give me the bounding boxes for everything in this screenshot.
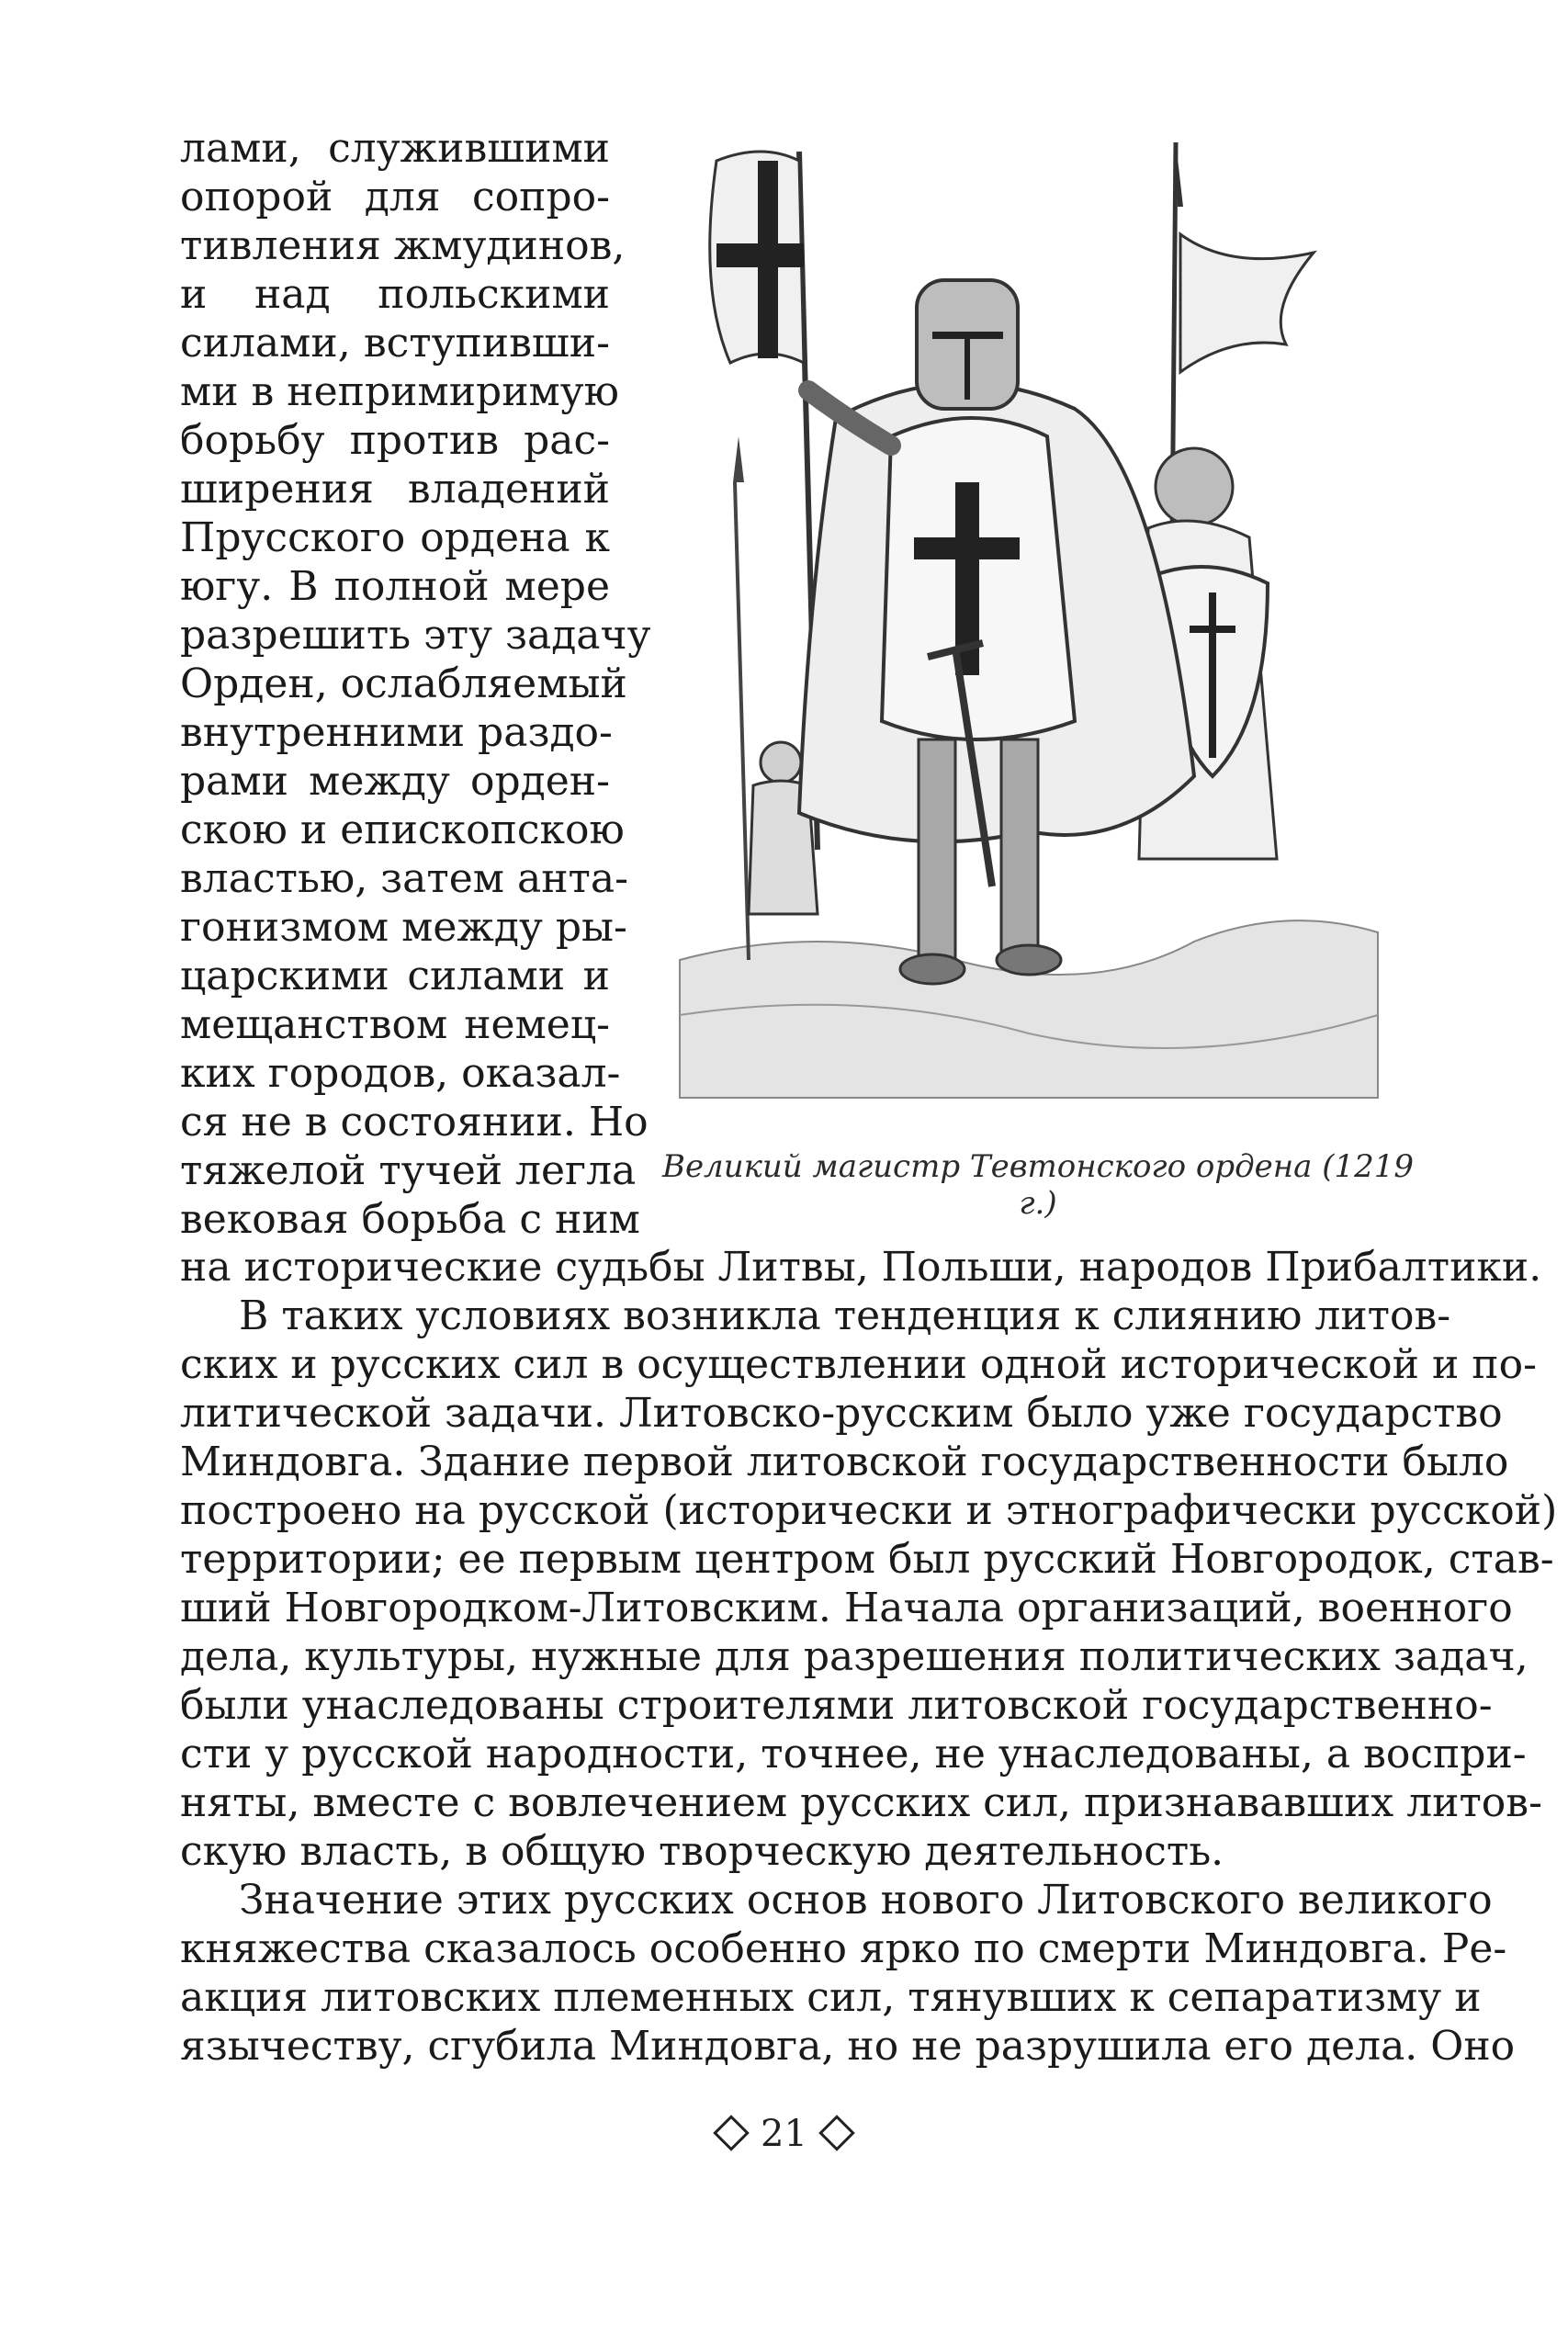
text-line: литической задачи. Литовско-русским было уже государство bbox=[180, 1390, 1503, 1437]
text-line: гонизмом между ры- bbox=[180, 904, 627, 951]
page-number-footer bbox=[0, 2113, 1568, 2155]
text-line: лами, служившими bbox=[180, 125, 610, 172]
text-line: няты, вместе с вовлечением русских сил, признававших литов- bbox=[180, 1779, 1542, 1826]
text-line: разрешить эту задачу bbox=[180, 612, 651, 659]
text-line: и над польскими bbox=[180, 271, 610, 318]
text-line: тяжелой тучей легла bbox=[180, 1147, 637, 1194]
diamond-ornament-icon bbox=[713, 2115, 750, 2151]
text-line: язычеству, сгубила Миндовга, но не разрушила его дела. Оно bbox=[180, 2023, 1516, 2070]
text-line: царскими силами и bbox=[180, 953, 610, 999]
text-line: княжества сказалось особенно ярко по смерти Миндовга. Ре- bbox=[180, 1925, 1507, 1972]
text-line: ширения владений bbox=[180, 466, 610, 513]
text-line: акция литовских племенных сил, тянувших к сепаратизму и bbox=[180, 1974, 1482, 2021]
text-line: вековая борьба с ним bbox=[180, 1196, 640, 1243]
text-line: опорой для сопро- bbox=[180, 174, 610, 220]
text-line: скую власть, в общую творческую деятельность. bbox=[180, 1828, 1224, 1875]
text-line: на исторические судьбы Литвы, Польши, народов Прибалтики. bbox=[180, 1244, 1542, 1291]
text-line: силами, вступивши- bbox=[180, 320, 610, 367]
text-line: дела, культуры, нужные для разрешения политических задач, bbox=[180, 1633, 1529, 1680]
text-line: Значение этих русских основ нового Литовского великого bbox=[239, 1877, 1493, 1924]
text-line: были унаследованы строителями литовской государственно- bbox=[180, 1682, 1493, 1729]
body-text bbox=[180, 1243, 1558, 2071]
text-line: борьбу против рас- bbox=[180, 417, 610, 464]
text-line: внутренними раздо- bbox=[180, 709, 613, 756]
text-line: югу. В полной мере bbox=[180, 563, 610, 610]
text-line: тивления жмудинов, bbox=[180, 222, 626, 269]
diamond-ornament-icon bbox=[818, 2115, 855, 2151]
text-line: сти у русской народности, точнее, не унаследованы, а воспри- bbox=[180, 1731, 1527, 1778]
text-line: территории; ее первым центром был русский Новгородок, став- bbox=[180, 1536, 1554, 1583]
knight-illustration bbox=[680, 133, 1378, 1098]
text-line: ший Новгородком-Литовским. Начала организаций, военного bbox=[180, 1585, 1513, 1631]
text-line: В таких условиях возникла тенденция к слиянию литов- bbox=[239, 1292, 1451, 1339]
text-line: скою и епископскою bbox=[180, 807, 625, 853]
left-column-text bbox=[180, 124, 651, 1244]
page-number: 21 bbox=[761, 2113, 807, 2155]
text-line: мещанством немец- bbox=[180, 1001, 610, 1048]
text-line: Прусского ордена к bbox=[180, 514, 610, 561]
text-line: ских и русских сил в осуществлении одной исторической и по- bbox=[180, 1341, 1537, 1388]
text-line: ких городов, оказал- bbox=[180, 1050, 621, 1097]
teutonic-knight-figure bbox=[680, 133, 1378, 1098]
figure-caption: Великий магистр Тевтонского ордена (1219 г.) bbox=[661, 1148, 1415, 1222]
text-line: ся не в состоянии. Но bbox=[180, 1099, 649, 1146]
text-line: рами между орден- bbox=[180, 758, 610, 805]
text-line: построено на русской (исторически и этнографически русской) bbox=[180, 1487, 1558, 1534]
text-line: Миндовга. Здание первой литовской государственности было bbox=[180, 1439, 1509, 1485]
text-line: ми в непримиримую bbox=[180, 368, 619, 415]
text-line: Орден, ослабляемый bbox=[180, 660, 627, 707]
text-line: властью, затем анта- bbox=[180, 855, 628, 902]
